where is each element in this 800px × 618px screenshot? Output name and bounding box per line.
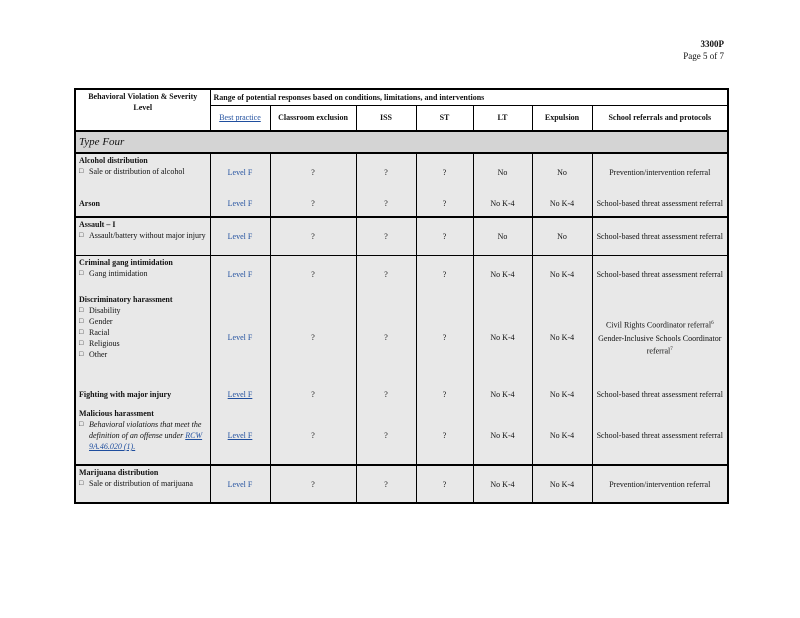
expulsion-cell: No K-4 — [532, 255, 592, 293]
st-cell: ? — [416, 381, 473, 407]
classroom-cell: ? — [270, 381, 356, 407]
page-number: Page 5 of 7 — [683, 51, 724, 61]
referral-cell: Prevention/intervention referral — [592, 153, 728, 191]
violation-sub: □ Religious — [79, 338, 207, 349]
violation-sub: □ Sale or distribution of marijuana — [79, 478, 207, 489]
header-violation: Behavioral Violation & Severity Level — [75, 89, 210, 131]
best-practice-level: Level F — [210, 293, 270, 381]
expulsion-cell: No K-4 — [532, 293, 592, 381]
violation-sub: □ Gang intimidation — [79, 268, 207, 279]
violation-sub: □ Racial — [79, 327, 207, 338]
type-row — [75, 131, 728, 153]
referral-cell: School-based threat assessment referral — [592, 255, 728, 293]
iss-cell: ? — [356, 465, 416, 503]
classroom-cell: ? — [270, 255, 356, 293]
violation-sub-text: Behavioral violations that meet the definition of an offense under — [89, 420, 202, 440]
lt-cell: No K-4 — [473, 293, 532, 381]
best-practice-level: Level F — [210, 191, 270, 217]
violation-sub: □ Disability — [79, 305, 207, 316]
best-practice-level: Level F — [210, 465, 270, 503]
violation-name: Malicious harassment — [79, 409, 154, 418]
iss-cell: ? — [356, 191, 416, 217]
classroom-cell: ? — [270, 191, 356, 217]
header-iss: ISS — [356, 105, 416, 131]
lt-cell: No K-4 — [473, 381, 532, 407]
violation-name: Discriminatory harassment — [79, 295, 173, 304]
type-label: Type Four — [75, 131, 728, 153]
policy-code: 3300P — [700, 39, 724, 49]
iss-cell: ? — [356, 407, 416, 465]
violation-name: Assault – I — [79, 220, 116, 229]
expulsion-cell: No — [532, 217, 592, 255]
footnote-ref-2: 7 — [670, 346, 673, 352]
referral-cell: Prevention/intervention referral — [592, 465, 728, 503]
st-cell: ? — [416, 465, 473, 503]
lt-cell: No — [473, 217, 532, 255]
lt-cell: No K-4 — [473, 407, 532, 465]
classroom-cell: ? — [270, 293, 356, 381]
iss-cell: ? — [356, 217, 416, 255]
table-row — [75, 293, 728, 381]
st-cell: ? — [416, 217, 473, 255]
classroom-cell: ? — [270, 153, 356, 191]
table-row — [75, 153, 728, 191]
lt-cell: No K-4 — [473, 465, 532, 503]
expulsion-cell: No K-4 — [532, 381, 592, 407]
page-header — [683, 38, 724, 62]
table-row — [75, 465, 728, 503]
st-cell: ? — [416, 191, 473, 217]
best-practice-level: Level F — [210, 217, 270, 255]
st-cell: ? — [416, 153, 473, 191]
table-row — [75, 407, 728, 465]
expulsion-cell: No K-4 — [532, 407, 592, 465]
violation-name: Criminal gang intimidation — [79, 257, 173, 267]
expulsion-cell: No K-4 — [532, 465, 592, 503]
header-lt: LT — [473, 105, 532, 131]
violation-name: Arson — [79, 199, 100, 208]
violation-sub: □ Assault/battery without major injury — [79, 230, 207, 241]
referral-text-2: Gender-Inclusive Schools Coordinator referral — [598, 333, 722, 356]
referral-cell: School-based threat assessment referral — [592, 407, 728, 465]
violation-name: Fighting with major injury — [79, 389, 172, 399]
violation-name: Alcohol distribution — [79, 156, 148, 165]
violation-sub: □ Other — [79, 349, 207, 360]
referral-text: Civil Rights Coordinator referral — [605, 320, 712, 330]
classroom-cell: ? — [270, 465, 356, 503]
discipline-matrix-table — [74, 88, 729, 504]
iss-cell: ? — [356, 255, 416, 293]
footnote-ref: 6 — [711, 320, 714, 326]
best-practice-level: Level F — [210, 255, 270, 293]
header-best-practice[interactable]: Best practice — [210, 105, 270, 131]
rcw-link[interactable]: RCW 9A.46.020 (1). — [89, 431, 203, 451]
lt-cell: No K-4 — [473, 255, 532, 293]
iss-cell: ? — [356, 381, 416, 407]
expulsion-cell: No K-4 — [532, 191, 592, 217]
lt-cell: No K-4 — [473, 191, 532, 217]
expulsion-cell: No — [532, 153, 592, 191]
table-row — [75, 255, 728, 293]
best-practice-level[interactable]: Level F — [210, 407, 270, 465]
violation-sub — [79, 419, 207, 452]
violation-sub: □ Gender — [79, 316, 207, 327]
classroom-cell: ? — [270, 217, 356, 255]
header-classroom-exclusion: Classroom exclusion — [270, 105, 356, 131]
violation-name: Marijuana distribution — [79, 468, 159, 477]
header-expulsion: Expulsion — [532, 105, 592, 131]
iss-cell: ? — [356, 293, 416, 381]
referral-cell: School-based threat assessment referral — [592, 381, 728, 407]
referral-cell: School-based threat assessment referral — [592, 191, 728, 217]
iss-cell: ? — [356, 153, 416, 191]
st-cell: ? — [416, 293, 473, 381]
lt-cell: No — [473, 153, 532, 191]
header-range: Range of potential responses based on conditions, limitations, and interventions — [210, 89, 728, 105]
table-row — [75, 217, 728, 255]
best-practice-level[interactable]: Level F — [210, 381, 270, 407]
classroom-cell: ? — [270, 407, 356, 465]
table-row — [75, 381, 728, 407]
violation-sub: □ Sale or distribution of alcohol — [79, 166, 207, 177]
header-referrals: School referrals and protocols — [592, 105, 728, 131]
table-row — [75, 191, 728, 217]
referral-cell: School-based threat assessment referral — [592, 217, 728, 255]
st-cell: ? — [416, 407, 473, 465]
st-cell: ? — [416, 255, 473, 293]
referral-cell — [592, 293, 728, 381]
header-st: ST — [416, 105, 473, 131]
best-practice-level: Level F — [210, 153, 270, 191]
